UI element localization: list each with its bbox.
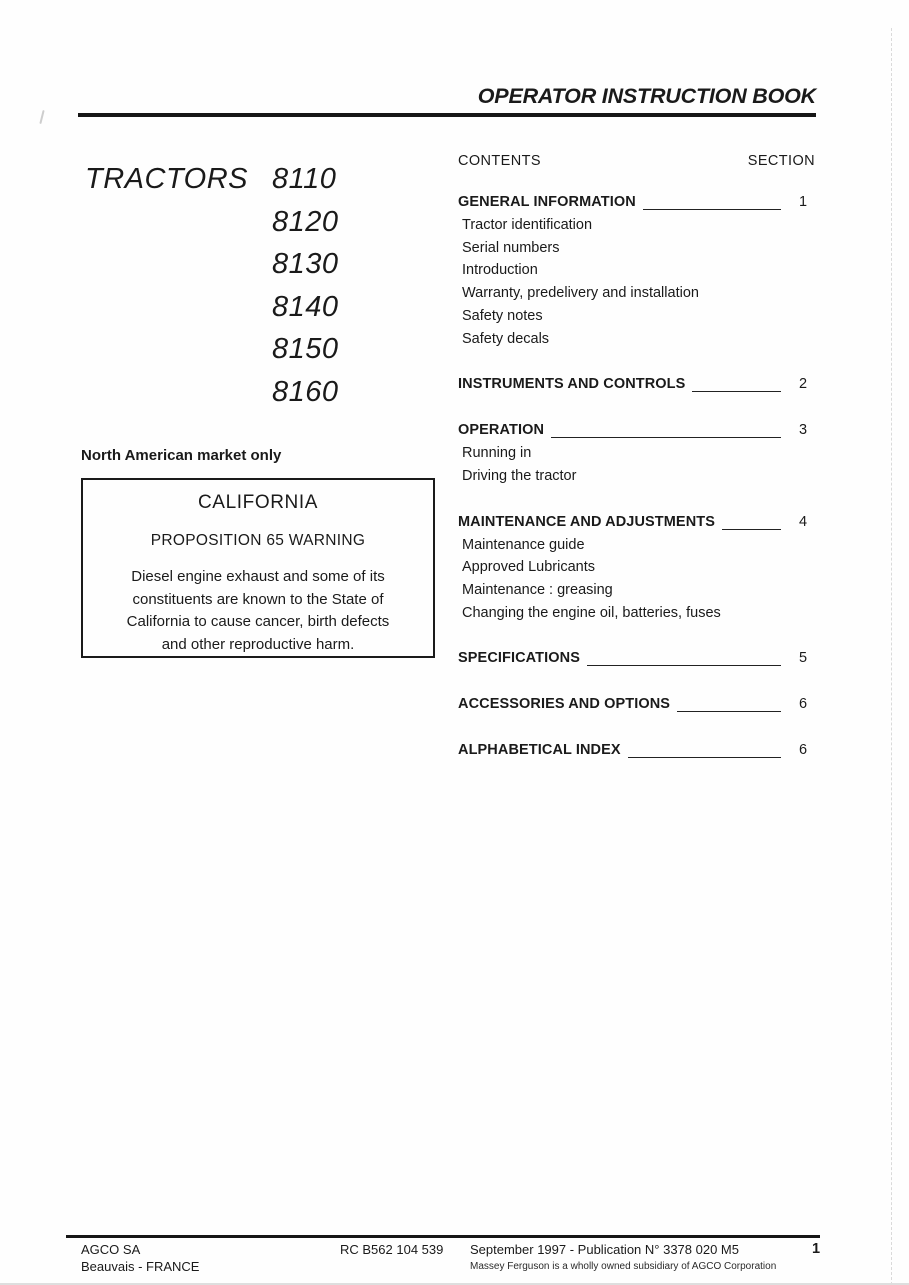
model-number: 8120	[271, 205, 339, 238]
toc-subitem: Introduction	[462, 262, 538, 279]
toc-subitem: Running in	[462, 445, 532, 462]
toc-entry-accessories-and-options	[458, 693, 815, 716]
toc-entry-instruments-and-controls	[458, 373, 815, 396]
toc-entry-specifications	[458, 647, 815, 670]
footer-registration-number: RC B562 104 539	[340, 1242, 444, 1257]
model-number: 8150	[271, 333, 339, 365]
toc-heading-row	[458, 739, 815, 762]
toc-subitem: Safety decals	[462, 330, 550, 347]
toc-section-number: 6	[798, 742, 808, 759]
toc-subitem: Changing the engine oil, batteries, fuses	[462, 604, 721, 621]
warning-body-line: and other reproductive harm.	[161, 635, 355, 653]
toc-leader-line	[692, 391, 781, 392]
brand-block	[85, 158, 339, 413]
toc-section-number: 1	[798, 194, 808, 210]
toc-entry-operation	[458, 419, 815, 487]
footer-rule	[66, 1235, 820, 1238]
toc-subitem: Approved Lubricants	[462, 559, 595, 576]
footer-publisher-block	[81, 1242, 199, 1275]
model-list	[272, 158, 339, 413]
scan-artifact-right-edge	[891, 28, 892, 1285]
footer-subsidiary-note: Massey Ferguson is a wholly owned subsidiary of AGCO Corporation	[470, 1261, 777, 1272]
california-warning-box	[81, 478, 435, 658]
toc-leader-line	[677, 711, 781, 712]
toc-entry-label: SPECIFICATIONS	[458, 650, 580, 667]
header-rule	[78, 113, 816, 117]
scan-artifact-speck	[39, 110, 44, 124]
warning-body-line: California to cause cancer, birth defects	[126, 613, 390, 630]
market-note: North American market only	[81, 447, 282, 464]
footer-location: Beauvais - FRANCE	[81, 1258, 200, 1274]
toc-leader-line	[722, 529, 781, 530]
toc-leader-line	[628, 757, 781, 758]
toc-entry-label: ACCESSORIES AND OPTIONS	[458, 696, 671, 713]
model-number: 8160	[271, 375, 339, 408]
toc-subitem: Serial numbers	[462, 239, 560, 256]
toc-section-number: 3	[798, 422, 808, 439]
toc-entry-label: ALPHABETICAL INDEX	[458, 742, 621, 759]
toc-subitem: Maintenance : greasing	[462, 582, 613, 599]
toc-entry-general-information	[458, 191, 815, 350]
toc-leader-line	[643, 209, 781, 210]
page-header-title: OPERATOR INSTRUCTION BOOK	[477, 84, 816, 108]
toc-header-row	[458, 152, 815, 170]
footer-company: AGCO SA	[81, 1242, 141, 1257]
toc-contents-heading: CONTENTS	[458, 153, 541, 169]
warning-body-line: Diesel engine exhaust and some of its	[131, 568, 385, 585]
footer-publication-info: September 1997 - Publication N° 3378 020 M5	[470, 1242, 739, 1257]
footer-publication-block	[470, 1242, 776, 1274]
warning-box-subtitle: PROPOSITION 65 WARNING	[150, 532, 366, 549]
toc-leader-line	[551, 437, 781, 438]
brand-name: TRACTORS	[85, 163, 248, 195]
toc-leader-line	[587, 665, 781, 666]
toc-section-number: 4	[798, 513, 808, 530]
toc-section-number: 6	[798, 696, 808, 713]
model-number: 8130	[271, 248, 339, 280]
toc-heading-row	[458, 693, 815, 716]
toc-subitem: Maintenance guide	[462, 536, 585, 553]
toc-entry-label: GENERAL INFORMATION	[458, 194, 636, 210]
warning-box-body	[83, 566, 433, 656]
toc-heading-row	[458, 647, 815, 670]
model-number: 8140	[271, 290, 339, 323]
page-number: 1	[811, 1241, 821, 1257]
toc-subitem: Warranty, predelivery and installation	[462, 285, 699, 302]
toc-entry-label: INSTRUMENTS AND CONTROLS	[458, 376, 686, 393]
toc-heading-row	[458, 373, 815, 396]
warning-box-title: CALIFORNIA	[197, 492, 319, 513]
toc-subitem: Driving the tractor	[462, 467, 577, 484]
toc-section-number: 5	[798, 650, 808, 667]
table-of-contents	[458, 152, 815, 762]
toc-entry-label: MAINTENANCE AND ADJUSTMENTS	[458, 513, 715, 530]
toc-heading-row	[458, 511, 815, 534]
toc-entry-maintenance-and-adjustments	[458, 511, 815, 625]
toc-subitem: Tractor identification	[462, 217, 593, 233]
warning-body-line: constituents are known to the State of	[132, 590, 384, 608]
model-number: 8110	[271, 163, 337, 195]
toc-heading-row	[458, 191, 815, 214]
toc-entry-alphabetical-index	[458, 739, 815, 762]
toc-section-heading: SECTION	[747, 153, 815, 169]
toc-heading-row	[458, 419, 815, 442]
toc-subitem: Safety notes	[462, 307, 543, 324]
toc-entry-label: OPERATION	[458, 422, 545, 439]
toc-section-number: 2	[798, 376, 808, 393]
